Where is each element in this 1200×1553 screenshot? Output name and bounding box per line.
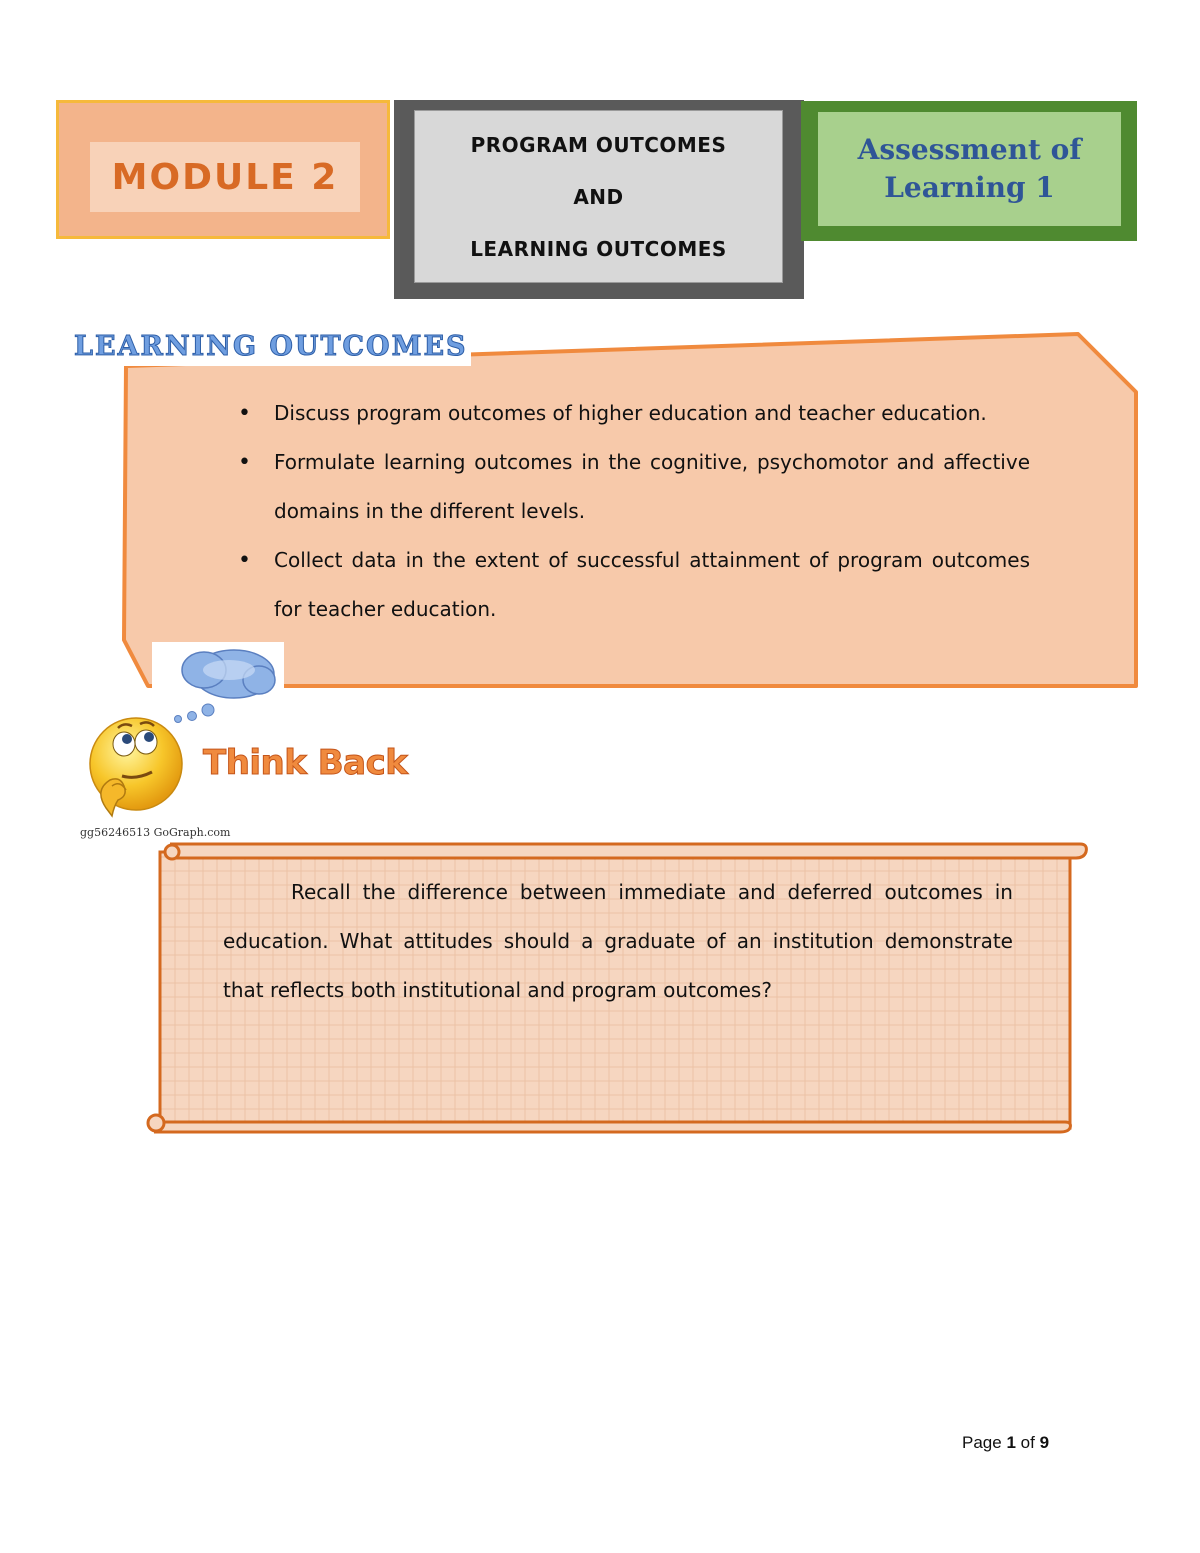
page-word: Page [962,1433,1002,1452]
program-title-line-1: PROGRAM OUTCOMES [470,132,727,157]
learning-outcome-item: • Collect data in the extent of successful attainment of program outcomes for teacher education. [238,536,1030,634]
program-title-box [394,100,804,299]
think-back-prompt-text: Recall the difference between immediate and deferred outcomes in education. What attitudes should a graduate of an institution demonstrate that reflects both institutional and program outcomes? [223,880,1013,1002]
think-back-title: Think Back [203,743,408,783]
thinking-emoji-icon [84,640,284,840]
program-title-plate [414,110,783,283]
module-box [56,100,390,239]
page-number [962,1433,1049,1453]
image-credit: gg56246513 GoGraph.com [80,826,231,839]
program-title-line-2: AND [573,184,624,209]
module-label-plate [90,142,360,212]
total-pages: 9 [1039,1433,1050,1452]
learning-outcome-item: • Formulate learning outcomes in the cognitive, psychomotor and affective domains in the different levels. [238,438,1030,536]
of-word: of [1020,1433,1035,1452]
learning-outcome-item: • Discuss program outcomes of higher education and teacher education. [238,389,1030,438]
learning-outcomes-title-plate [66,326,471,366]
learning-outcomes-title: LEARNING OUTCOMES [74,330,468,362]
current-page: 1 [1006,1433,1016,1452]
course-title-line-2: Learning 1 [884,171,1055,204]
program-title-line-3: LEARNING OUTCOMES [470,236,727,261]
course-title-plate [818,112,1121,226]
module-label: MODULE 2 [111,156,339,198]
course-title-line-1: Assessment of [857,133,1082,166]
learning-outcomes-list [238,389,1030,634]
course-title-box [801,101,1137,241]
think-back-prompt [223,868,1013,1015]
